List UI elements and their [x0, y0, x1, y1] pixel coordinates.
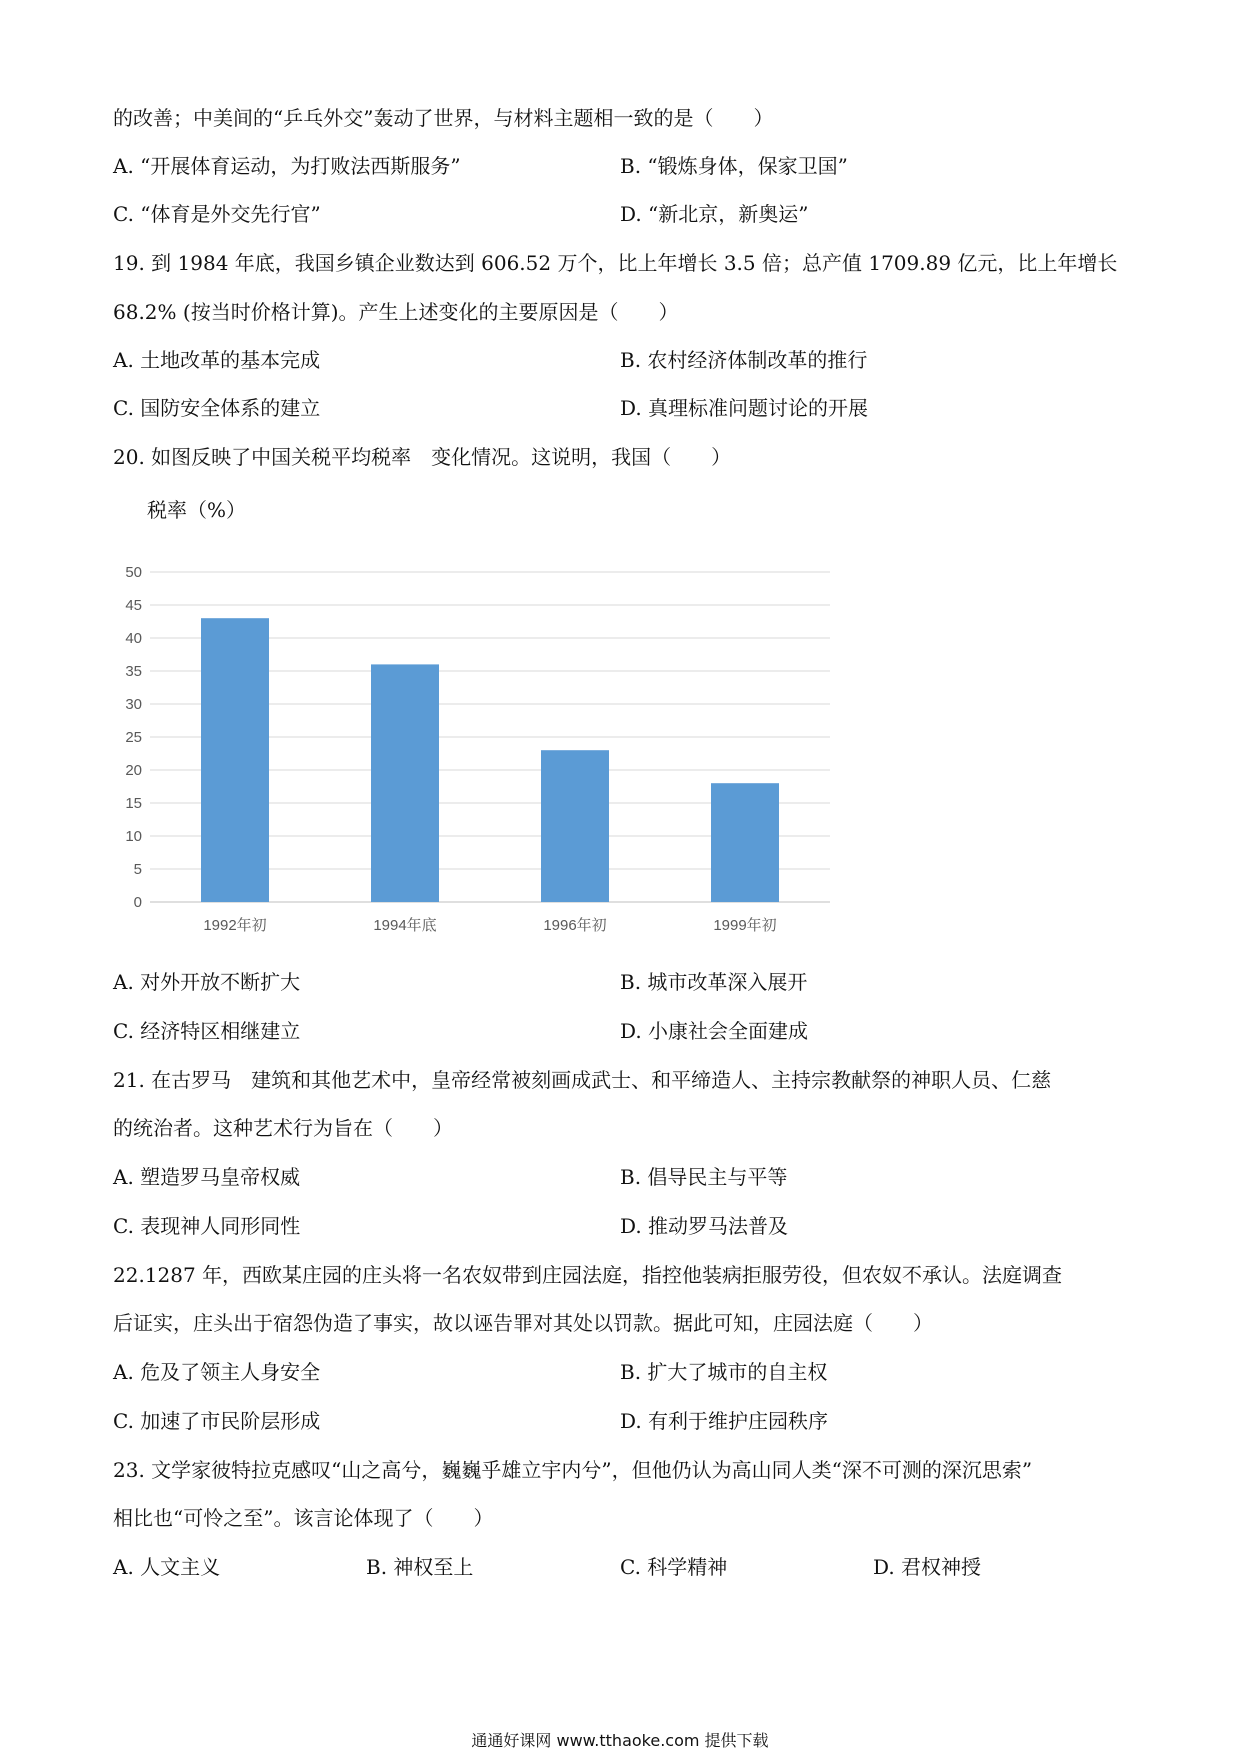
- page-footer: 通通好课网 www.tthaoke.com 提供下载: [471, 1731, 769, 1750]
- y-tick-label: 30: [125, 696, 142, 713]
- q21-option-b: B. 倡导民主与平等: [620, 1165, 788, 1189]
- q19-option-d: D. 真理标准问题讨论的开展: [620, 396, 869, 420]
- y-tick-label: 45: [125, 597, 142, 614]
- y-tick-label: 15: [125, 795, 142, 812]
- y-tick-label: 10: [125, 828, 142, 845]
- q22-option-b: B. 扩大了城市的自主权: [620, 1360, 828, 1384]
- q21-option-c: C. 表现神人同形同性: [113, 1214, 301, 1238]
- q18-option-b: B. “锻炼身体，保家卫国”: [620, 154, 848, 178]
- q18-option-a: A. “开展体育运动，为打败法西斯服务”: [113, 154, 461, 178]
- y-tick-label: 50: [125, 564, 142, 581]
- q23-option-d: D. 君权神授: [873, 1555, 982, 1579]
- y-tick-label: 0: [133, 894, 142, 911]
- tariff-rate-bar-chart: [100, 556, 840, 946]
- bar-3: [541, 750, 609, 902]
- x-tick-label: 1994年底: [373, 917, 437, 934]
- y-tick-label: 40: [125, 630, 142, 647]
- q22-option-a: A. 危及了领主人身安全: [113, 1360, 321, 1384]
- q23-stem-line1: 23. 文学家彼特拉克感叹“山之高兮，巍巍乎雄立宇内兮”，但他仍认为高山同人类“深不可测的深沉思索”: [113, 1458, 1033, 1482]
- y-tick-label: 25: [125, 729, 142, 746]
- q19-option-c: C. 国防安全体系的建立: [113, 396, 321, 420]
- y-tick-label: 35: [125, 663, 142, 680]
- y-tick-label: 5: [133, 861, 142, 878]
- q22-stem-line1: 22.1287 年，西欧某庄园的庄头将一名农奴带到庄园法庭，指控他装病拒服劳役，但农奴不承认。法庭调查: [113, 1263, 1063, 1287]
- chart-y-unit-label: 税率（%）: [147, 498, 247, 522]
- q23-stem-line2: 相比也“可怜之至”。该言论体现了（ ）: [113, 1506, 494, 1530]
- q20-option-b: B. 城市改革深入展开: [620, 970, 808, 994]
- bar-4: [711, 783, 779, 902]
- x-tick-label: 1992年初: [203, 917, 267, 934]
- q22-option-c: C. 加速了市民阶层形成: [113, 1409, 321, 1433]
- q19-option-b: B. 农村经济体制改革的推行: [620, 348, 868, 372]
- q19-stem-line1: 19. 到 1984 年底，我国乡镇企业数达到 606.52 万个，比上年增长 3.5 倍；总产值 1709.89 亿元，比上年增长: [113, 251, 1118, 275]
- q18-option-c: C. “体育是外交先行官”: [113, 202, 321, 226]
- x-tick-label: 1999年初: [713, 917, 777, 934]
- q21-option-a: A. 塑造罗马皇帝权威: [113, 1165, 301, 1189]
- q20-option-d: D. 小康社会全面建成: [620, 1019, 809, 1043]
- q21-stem-line1: 21. 在古罗马 建筑和其他艺术中，皇帝经常被刻画成武士、和平缔造人、主持宗教献祭的神职人员、仁慈: [113, 1068, 1052, 1092]
- y-tick-label: 20: [125, 762, 142, 779]
- q19-option-a: A. 土地改革的基本完成: [113, 348, 321, 372]
- q19-stem-line2: 68.2% (按当时价格计算)。产生上述变化的主要原因是（ ）: [113, 300, 679, 324]
- q20-option-a: A. 对外开放不断扩大: [113, 970, 301, 994]
- q21-stem-line2: 的统治者。这种艺术行为旨在（ ）: [113, 1116, 453, 1140]
- q23-option-a: A. 人文主义: [113, 1555, 221, 1579]
- q22-option-d: D. 有利于维护庄园秩序: [620, 1409, 829, 1433]
- bar-1: [201, 618, 269, 902]
- x-tick-label: 1996年初: [543, 917, 607, 934]
- bar-2: [371, 664, 439, 902]
- q21-option-d: D. 推动罗马法普及: [620, 1214, 789, 1238]
- q20-option-c: C. 经济特区相继建立: [113, 1019, 301, 1043]
- q18-stem: 的改善；中美间的“乒乓外交”轰动了世界，与材料主题相一致的是（ ）: [113, 106, 774, 130]
- q23-option-c: C. 科学精神: [620, 1555, 728, 1579]
- q18-option-d: D. “新北京，新奥运”: [620, 202, 809, 226]
- q22-stem-line2: 后证实，庄头出于宿怨伪造了事实，故以诬告罪对其处以罚款。据此可知，庄园法庭（ ）: [113, 1311, 933, 1335]
- q20-stem: 20. 如图反映了中国关税平均税率 变化情况。这说明，我国（ ）: [113, 445, 732, 469]
- q23-option-b: B. 神权至上: [366, 1555, 474, 1579]
